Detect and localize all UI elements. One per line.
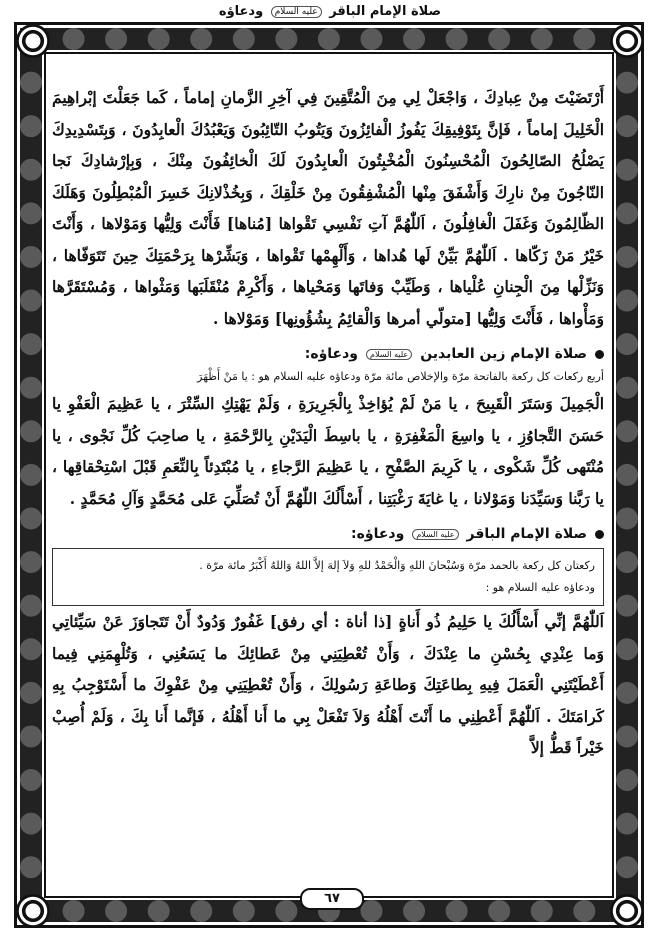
seal-icon: عليه السلام bbox=[412, 529, 458, 540]
seal-icon: عليه السلام bbox=[271, 6, 322, 18]
supplication-text: اَللّٰهُمَّ إنِّي أَسْأَلُكَ يا حَلِيمُ ذُو أَناةٍ [ذا أناة : أي رفق] غَفُورٌ وَدُودٌ أَنْ تَتَجاوَزَ عَنْ سَيِّئاتِي وَما عِنْدِي بِحُسْنِ ما عِنْدَكَ ، وَأَنْ تُعْطِيَنِي مِنْ عَطائِكَ ما يَسَعُنِي ، وَتُلْهِمَنِي فِيما أَعْطَيْتَنِي الْعَمَلَ فِيهِ بِطاعَتِكَ وَطاعَةِ رَسُولِكَ ، وَأَنْ تُعْطِيَنِي مِنْ عَفْوِكَ ما أَسْتَوْجِبُ بِهِ كَرامَتَكَ . اَللّٰهُمَّ أَعْطِنِي ما أَنْتَ أَهْلُهُ وَلاَ تَفْعَلْ بِي ما أَنا أَهْلُهُ ، فَإنَّما أَنا بِكَ ، وَلَمْ أُصِبْ خَيْراً قَطُّ إلاَّ bbox=[52, 612, 604, 757]
page-number: ٦٧ bbox=[300, 888, 364, 910]
header-title: صلاة الإمام الباقر bbox=[329, 4, 442, 19]
seal-icon: عليه السلام bbox=[366, 349, 412, 360]
section-note: ودعاؤه عليه السلام هو : bbox=[485, 581, 595, 594]
section-suffix: ودعاؤه: bbox=[351, 526, 405, 542]
corner-ornament bbox=[16, 894, 50, 928]
corner-ornament bbox=[610, 24, 644, 58]
body-paragraph: أَرْتَضَيْتَ مِنْ عِبادِكَ ، وَاجْعَلْ لِي مِنَ الْمُتَّقِينَ فِي آخِرِ الزَّمانِ إماماً ، كَما جَعَلْتَ إبْراهِيمَ الْخَلِيلَ إماماً ، فَإنَّ بِتَوْفِيقِكَ يَفُوزُ الْفائِزُونَ وَيَتُوبُ التّائِبُونَ وَيَعْبُدُكَ الْعابِدُونَ ، وَبِتَسْدِيدِكَ يَصْلُحُ الصّالِحُونَ الْمُحْسِنُونَ الْمُخْبِتُونَ الْعابِدُونَ لَكَ الْخائِفُونَ مِنْكَ ، وَبِإرْشادِكَ نَجا النّاجُونَ مِنْ نارِكَ وَأَشْفَقَ مِنْها الْمُشْفِقُونَ مِنْ خَلْقِكَ ، وَبِخُذْلانِكَ خَسِرَ الْمُبْطِلُونَ وَهَلَكَ الظّالِمُونَ وَغَفَلَ الْغافِلُونَ ، اَللّٰهُمَّ آتِ نَفْسِي تَقْواها [مُناها] فَأَنْتَ وَلِيُّها وَمَوْلاها ، وَأَنْتَ خَيْرُ مَنْ زَكّاها . اَللّٰهُمَّ بَيِّنْ لَها هُداها ، وَأَلْهِمْها تَقْواها ، وَبَشِّرْها بِرَحْمَتِكَ حِينَ تَتَوَفّاها ، وَنَزِّلْها مِنَ الْجِنانِ عُلْياها ، وَطَيِّبْ وَفاتَها وَمَحْياها ، وَأَكْرِمْ مُنْقَلَبَها وَمَثْواها ، وَمُسْتَقَرَّها وَمَأْواها ، فَأَنْتَ وَلِيُّها [متولّي أمرها وَالْقائِمُ بِشُؤُونِها] وَمَوْلاها . bbox=[52, 88, 604, 328]
section-heading bbox=[52, 346, 604, 362]
page-content bbox=[52, 82, 604, 842]
running-header bbox=[0, 4, 660, 19]
section-title: صلاة الإمام الباقر bbox=[466, 526, 587, 542]
bullet-icon bbox=[595, 350, 604, 359]
section-heading bbox=[52, 526, 604, 542]
bullet-icon bbox=[595, 530, 604, 539]
supplication-text: الْجَمِيلَ وَسَتَرَ الْقَبِيحَ ، يا مَنْ لَمْ يُؤاخِذْ بِالْجَرِيرَةِ ، وَلَمْ يَهْتِكِ السِّتْرَ ، يا عَظِيمَ الْعَفْوِ يا حَسَنَ التَّجاوُزِ ، يا واسِعَ الْمَغْفِرَةِ ، يا باسِطَ الْيَدَيْنِ بِالرَّحْمَةِ ، يا صاحِبَ كُلِّ نَجْوى ، يا مُنْتَهى كُلِّ شَكْوى ، يا كَرِيمَ الصَّفْحِ ، يا عَظِيمَ الرَّجاءِ ، يا مُبْتَدِئاً بِالنِّعَمِ قَبْلَ اسْتِحْقاقِها ، يا رَبَّنا وَسَيِّدَنا وَمَوْلانا ، يا غايَةَ رَغْبَتِنا ، أَسْأَلُكَ اللّٰهُمَّ أَنْ تُصَلِّيَ عَلى مُحَمَّدٍ وَآلِ مُحَمَّدٍ . bbox=[52, 394, 604, 508]
section-suffix: ودعاؤه: bbox=[304, 346, 358, 362]
section-title: صلاة الإمام زين العابدين bbox=[420, 346, 587, 362]
instruction-box bbox=[52, 548, 604, 606]
corner-ornament bbox=[610, 894, 644, 928]
header-suffix: ودعاؤه bbox=[218, 4, 264, 19]
section-note: ركعتان كل ركعة بالحمد مرّة وَسُبْحانَ اللهِ وَالْحَمْدُ للهِ وَلاَ إلهَ إلاَّ اللهُ وَاللهُ أَكْبَرُ مائة مرّة . bbox=[199, 559, 595, 572]
section-note: أربع ركعات كل ركعة بالفاتحة مرّة والإخلاص مائة مرّة ودعاؤه عليه السلام هو : يا مَنْ أَظْهَرَ bbox=[197, 370, 604, 383]
corner-ornament bbox=[16, 24, 50, 58]
